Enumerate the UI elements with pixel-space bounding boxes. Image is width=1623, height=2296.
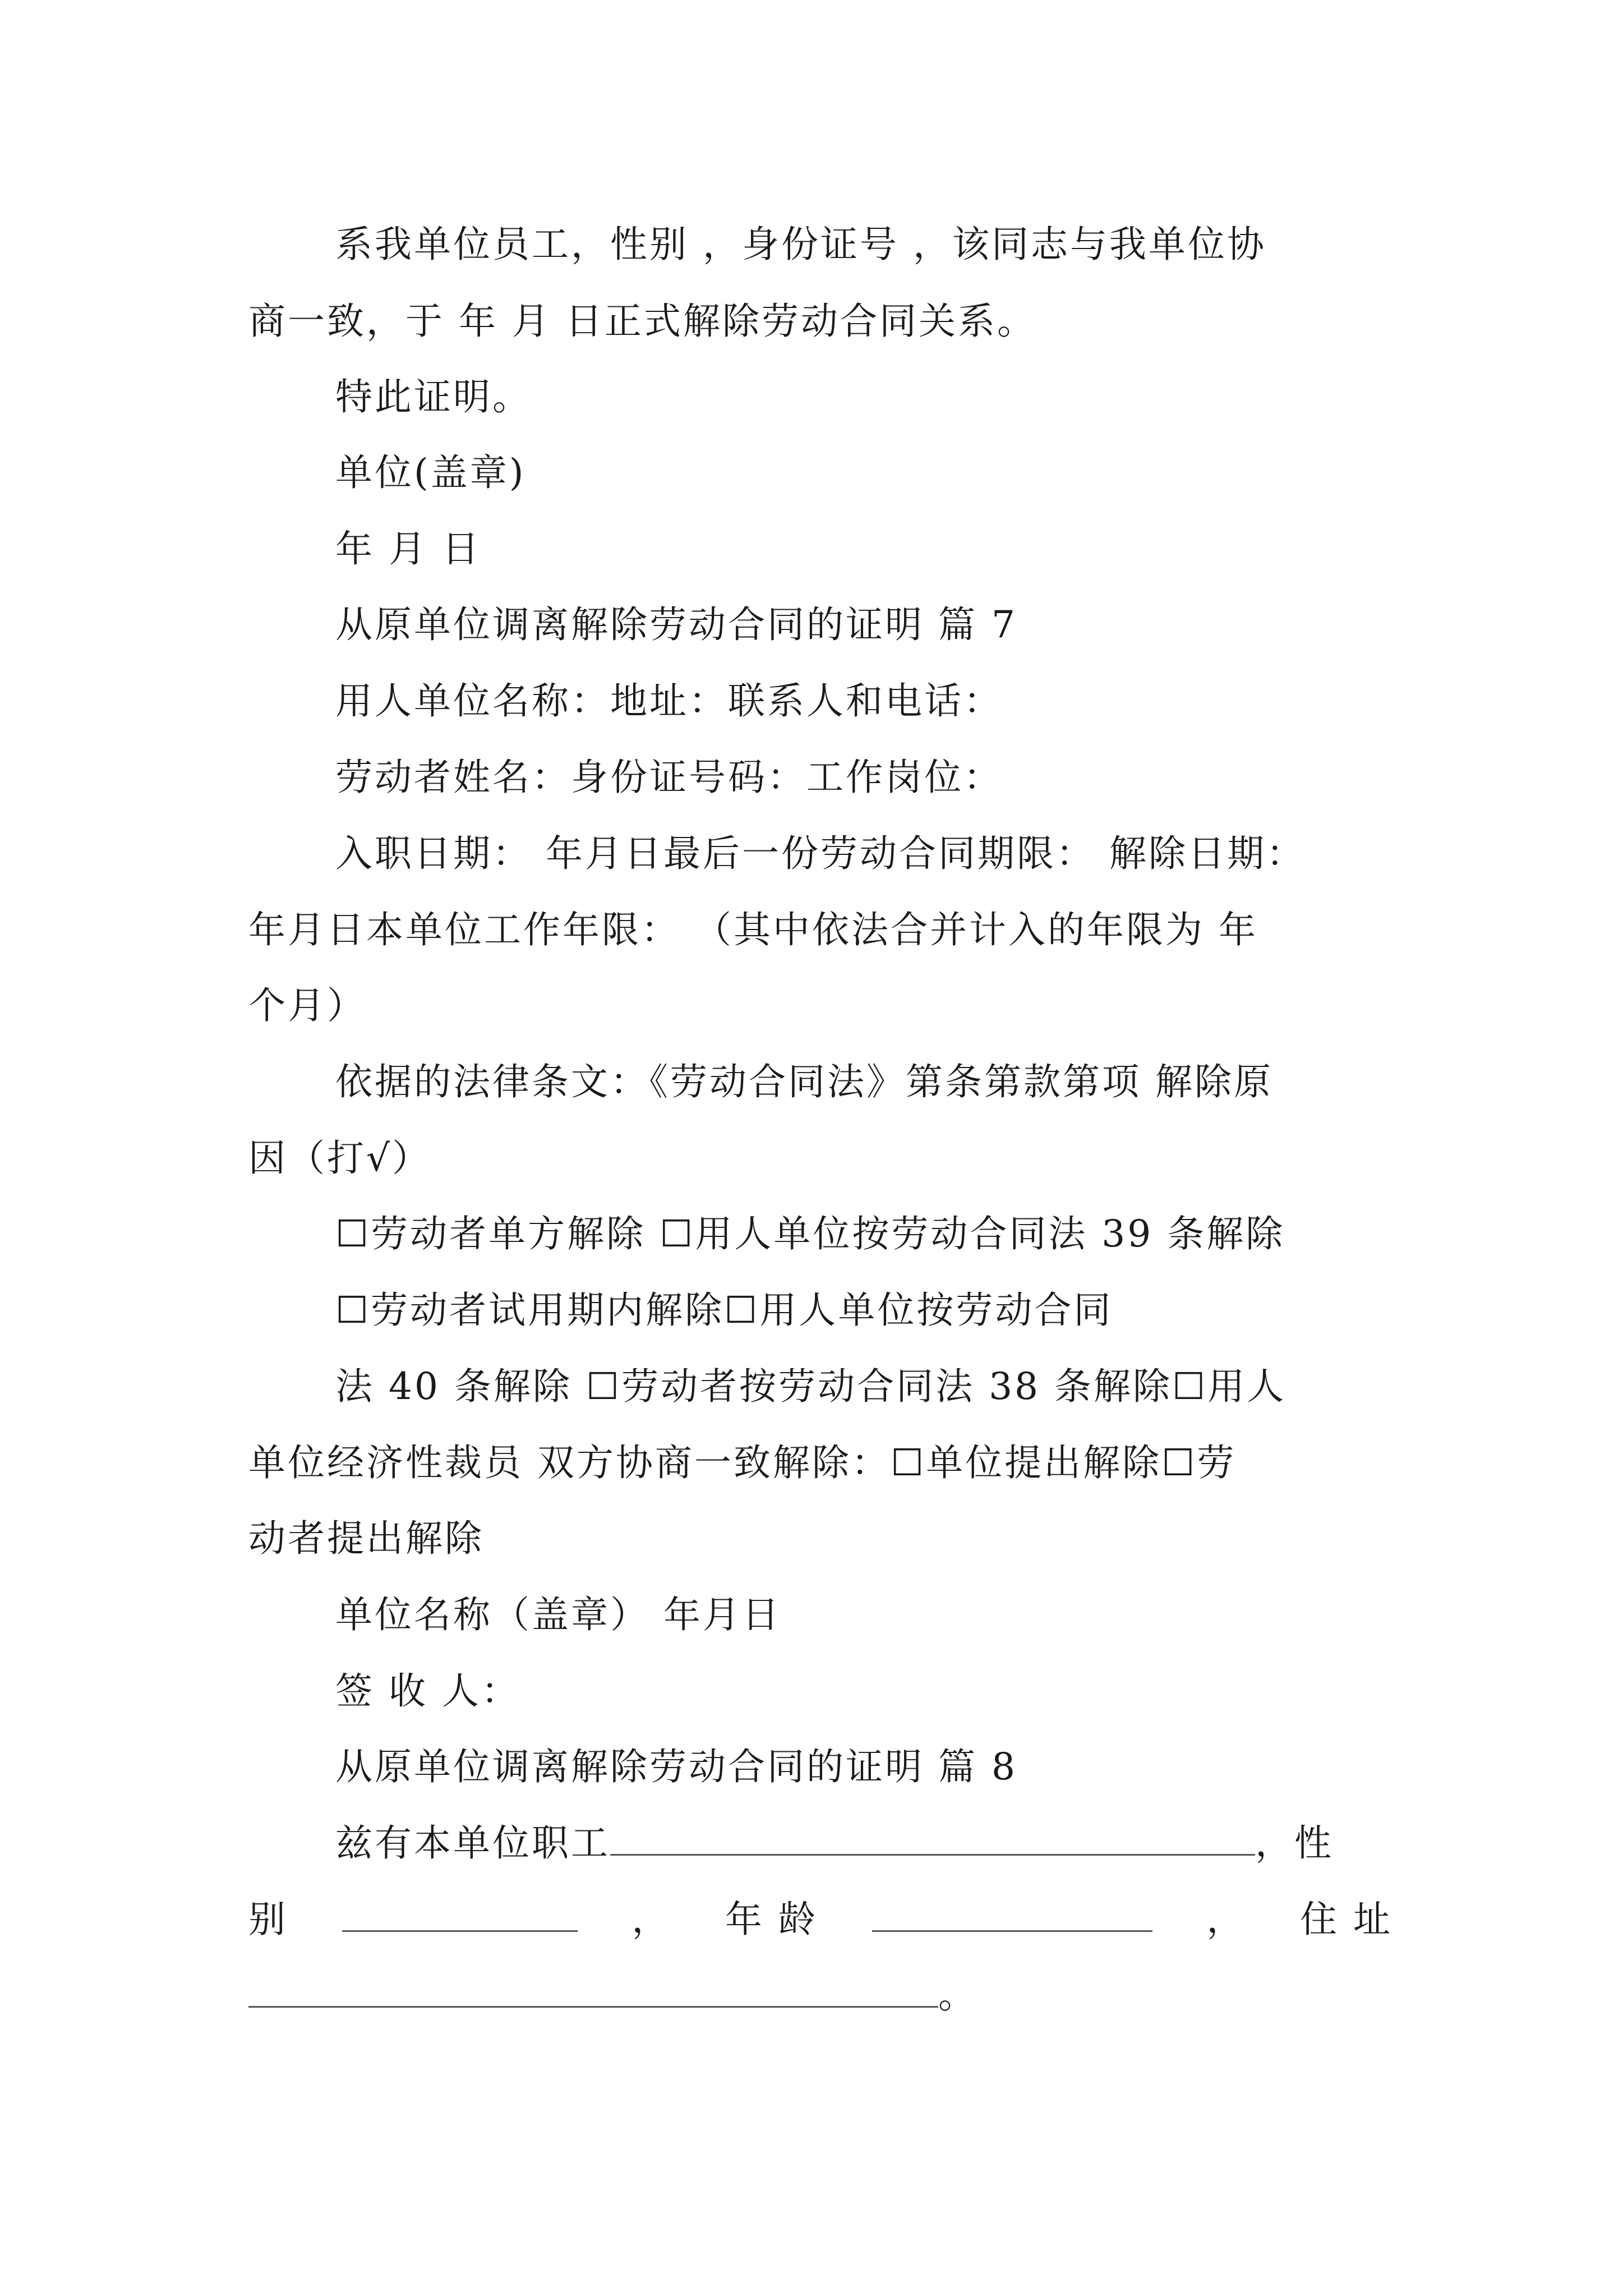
date-ymd: 年 月 日 — [335, 527, 481, 570]
entry-line1: 入职日期： 年月日最后一份劳动合同期限： 解除日期： — [335, 832, 1306, 875]
options-line3: 法 40 条解除 ☐劳动者按劳动合同法 38 条解除☐用人 — [335, 1365, 1287, 1408]
address-label: 住 址 — [1300, 1898, 1393, 1941]
certify-text: 特此证明。 — [335, 375, 532, 418]
employer-info: 用人单位名称：地址：联系人和电话： — [335, 679, 1003, 723]
para1-line1: 系我单位员工，性别 ，身份证号 ，该同志与我单位协 — [335, 223, 1266, 266]
para8-line3 — [248, 1973, 1393, 2018]
employee-name-blank — [610, 1821, 1255, 1856]
legal-line2: 因（打√） — [248, 1137, 432, 1180]
unit-seal-label: 单位(盖章) — [335, 451, 526, 494]
para8-line2 — [248, 1897, 1393, 1942]
comma-1: ， — [631, 1898, 671, 1941]
address-blank — [248, 1973, 938, 2008]
gender-blank — [342, 1898, 578, 1932]
options-line2: ☐劳动者试用期内解除☐用人单位按劳动合同 — [335, 1289, 1113, 1332]
legal-line1: 依据的法律条文：《劳动合同法》第条第款第项 解除原 — [335, 1060, 1273, 1103]
heading-section-8: 从原单位调离解除劳动合同的证明 篇 8 — [335, 1745, 1017, 1788]
para1-line2: 商一致，于 年 月 日正式解除劳动合同关系。 — [248, 300, 1036, 343]
comma-2: ， — [1206, 1898, 1246, 1941]
heading-section-7: 从原单位调离解除劳动合同的证明 篇 7 — [335, 603, 1017, 646]
options-line5: 动者提出解除 — [248, 1517, 484, 1560]
para8-line1 — [335, 1821, 1393, 1866]
para8-line1-end: ，性 — [1255, 1821, 1334, 1865]
para8-line1-start: 兹有本单位职工 — [335, 1821, 610, 1865]
age-label: 年 龄 — [725, 1898, 818, 1941]
options-line4: 单位经济性裁员 双方协商一致解除：☐单位提出解除☐劳 — [248, 1441, 1237, 1484]
unit-name-seal: 单位名称（盖章） 年月日 — [335, 1593, 781, 1636]
options-line1: ☐劳动者单方解除 ☐用人单位按劳动合同法 39 条解除 — [335, 1212, 1285, 1255]
gender-label: 别 — [248, 1898, 288, 1941]
age-blank — [872, 1898, 1152, 1932]
entry-line3: 个月） — [248, 984, 366, 1027]
worker-info: 劳动者姓名：身份证号码：工作岗位： — [335, 756, 1003, 799]
para8-line3-end: 。 — [938, 1973, 978, 2017]
signee-label: 签 收 人： — [335, 1669, 520, 1713]
entry-line2: 年月日本单位工作年限： （其中依法合并计入的年限为 年 — [248, 908, 1258, 951]
